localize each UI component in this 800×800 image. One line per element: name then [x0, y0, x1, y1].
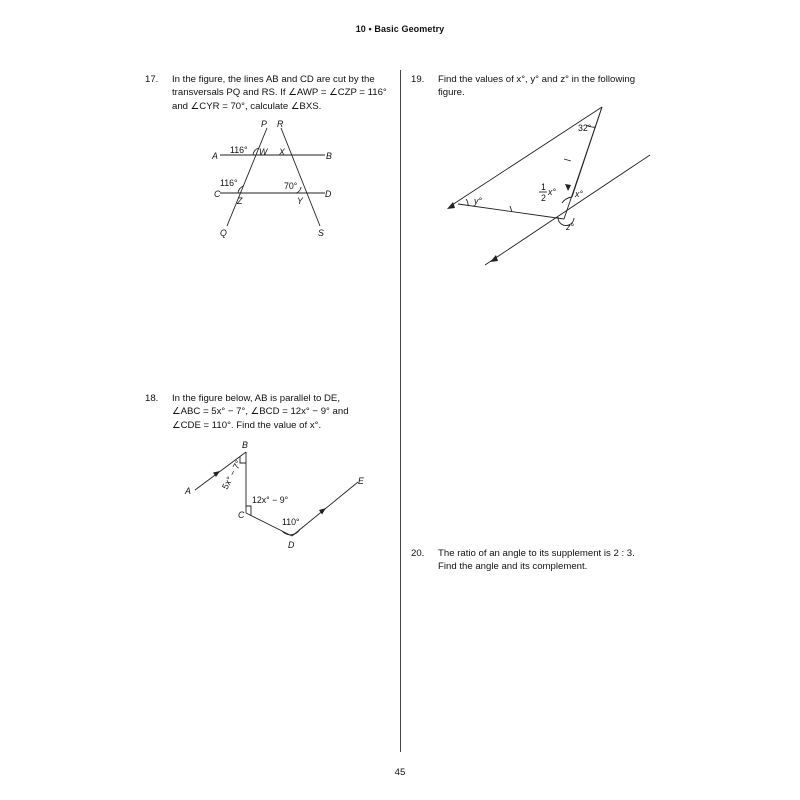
label-a: A: [185, 486, 191, 496]
question-number: 17.: [145, 74, 159, 85]
label-w: W: [259, 147, 268, 157]
question-number: 19.: [411, 74, 425, 85]
question-line: and ∠CYR = 70°, calculate ∠BXS.: [172, 100, 322, 112]
question-line: The ratio of an angle to its supplement is 2 : 3.: [438, 548, 635, 559]
angle-cde: 110°: [282, 517, 300, 527]
label-p: P: [261, 119, 267, 129]
angle-z: z°: [566, 222, 574, 232]
label-q: Q: [220, 228, 227, 238]
question-text: [172, 392, 349, 432]
label-s: S: [318, 228, 324, 238]
label-e: E: [358, 476, 364, 486]
label-d: D: [325, 189, 332, 199]
line-pq: [227, 128, 267, 226]
angle-x: x°: [575, 189, 583, 199]
question-line: Find the values of x°, y° and z° in the following: [438, 74, 636, 85]
half-numerator: 1: [541, 182, 546, 192]
angle-czp: 116°: [220, 178, 238, 188]
parallel-arrow-lower: [490, 255, 498, 262]
label-b: B: [242, 440, 248, 450]
label-d: D: [288, 540, 295, 550]
label-b: B: [326, 151, 332, 161]
question-number: 18.: [145, 393, 159, 404]
angle-bcd: 12x° − 9°: [252, 495, 289, 505]
question-line: figure.: [438, 87, 465, 99]
page-number: 45: [394, 767, 406, 778]
question-line: transversals PQ and RS. If ∠AWP = ∠CZP = 116°: [172, 87, 387, 99]
angle-top: 32°: [578, 123, 592, 133]
direction-arrow: [565, 184, 571, 191]
label-x: X: [279, 147, 285, 157]
line-apex-right: [572, 107, 602, 197]
page-header: 10 • Basic Geometry: [355, 24, 445, 34]
label-y: Y: [297, 196, 303, 206]
angle-awp: 116°: [230, 145, 248, 155]
figure-19: [430, 100, 680, 275]
label-c: C: [238, 510, 245, 520]
label-a: A: [212, 151, 218, 161]
label-c: C: [214, 189, 221, 199]
parallel-arrow-upper: [447, 202, 455, 209]
question-text: [438, 547, 635, 574]
column-divider: [400, 70, 401, 752]
figure-17: [205, 118, 345, 243]
question-line: Find the angle and its complement.: [438, 561, 588, 573]
question-line: In the figure below, AB is parallel to DE,: [172, 393, 340, 404]
angle-abc: 5x° − 7°: [219, 458, 244, 491]
question-line: In the figure, the lines AB and CD are cut by the: [172, 74, 375, 85]
label-r: R: [277, 119, 284, 129]
line-bottom-transversal: [458, 204, 564, 219]
angle-y: y°: [474, 196, 482, 206]
question-text: [172, 73, 387, 113]
figure-18: [180, 440, 370, 555]
question-line: ∠ABC = 5x° − 7°, ∠BCD = 12x° − 9° and: [172, 406, 349, 418]
label-z: Z: [237, 196, 243, 206]
tick-mark: [564, 159, 571, 161]
question-text: [438, 73, 635, 100]
line-rs: [281, 128, 320, 226]
question-line: ∠CDE = 110°. Find the value of x°.: [172, 419, 322, 431]
question-number: 20.: [411, 548, 425, 559]
half-denominator: 2: [541, 193, 546, 203]
half-variable: x°: [548, 187, 556, 197]
angle-cyr: 70°: [284, 181, 298, 191]
